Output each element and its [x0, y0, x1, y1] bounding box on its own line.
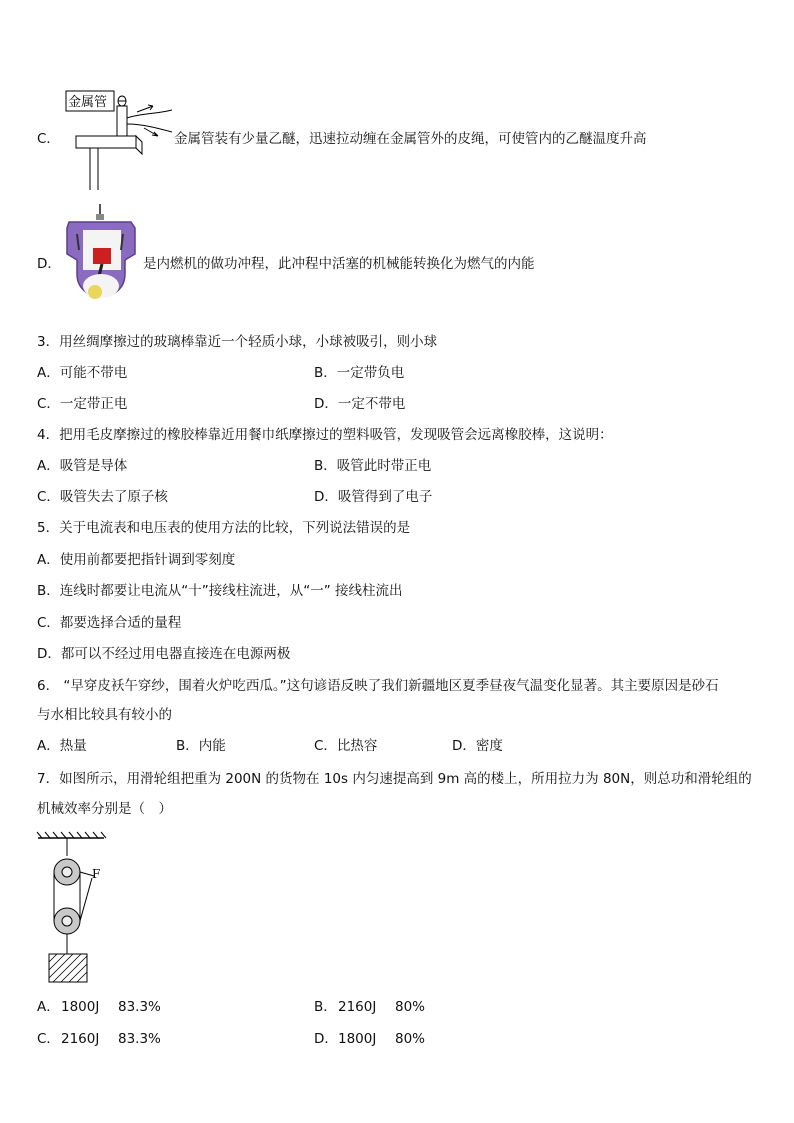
q7-option-c-eff: 83.3% — [118, 1031, 161, 1047]
q7-option-a-work: 1800J — [61, 999, 100, 1015]
q3-option-d: D．一定不带电 — [314, 396, 406, 412]
q7-option-b-letter: B． — [314, 999, 337, 1015]
q7-option-a-letter: A． — [37, 999, 60, 1015]
q3-option-b: B．一定带负电 — [314, 365, 405, 381]
option-d-text: 是内燃机的做功冲程，此冲程中活塞的机械能转换化为燃气的内能 — [143, 256, 535, 272]
option-c-text: 金属管装有少量乙醚，迅速拉动缠在金属管外的皮绳，可使管内的乙醚温度升高 — [174, 131, 647, 147]
q7-stem-line1: 7．如图所示，用滑轮组把重为 200N 的货物在 10s 内匀速提高到 9m 高的楼上，所用拉力为 80N，则总功和滑轮组的 — [37, 771, 752, 787]
q6-option-a: A．热量 — [37, 738, 87, 754]
q5-option-b: B．连线时都要让电流从“十”接线柱流进，从“一” 接线柱流出 — [37, 583, 403, 599]
q7-option-a-eff: 83.3% — [118, 999, 161, 1015]
q5-option-a: A．使用前都要把指针调到零刻度 — [37, 552, 236, 568]
q6-stem-line1: 6． “早穿皮袄午穿纱，围着火炉吃西瓜。”这句谚语反映了我们新疆地区夏季昼夜气温变化显著。其主要原因是砂石 — [37, 678, 719, 694]
q7-option-d-letter: D． — [314, 1031, 338, 1047]
q6-option-c: C．比热容 — [314, 738, 378, 754]
metal-tube-label: 金属管 — [68, 95, 108, 110]
q4-option-d: D．吸管得到了电子 — [314, 489, 433, 505]
engine-cylinder-figure — [65, 204, 143, 312]
option-d-letter: D． — [37, 256, 61, 272]
q4-option-c: C．吸管失去了原子核 — [37, 489, 168, 505]
q3-stem: 3．用丝绸摩擦过的玻璃棒靠近一个轻质小球，小球被吸引，则小球 — [37, 334, 438, 350]
q4-option-a: A．吸管是导体 — [37, 458, 128, 474]
q6-stem-line2: 与水相比较具有较小的 — [37, 707, 172, 723]
q3-option-c: C．一定带正电 — [37, 396, 128, 412]
option-c-letter: C． — [37, 131, 60, 147]
q4-stem: 4．把用毛皮摩擦过的橡胶棒靠近用餐巾纸摩擦过的塑料吸管，发现吸管会远离橡胶棒，这说明： — [37, 427, 613, 443]
q7-option-b-eff: 80% — [395, 999, 426, 1015]
q5-option-c: C．都要选择合适的量程 — [37, 615, 182, 631]
q6-option-b: B．内能 — [176, 738, 226, 754]
q4-option-b: B．吸管此时带正电 — [314, 458, 432, 474]
force-label: F — [92, 867, 101, 881]
q5-stem: 5．关于电流表和电压表的使用方法的比较，下列说法错误的是 — [37, 520, 411, 536]
q7-option-c-letter: C． — [37, 1031, 60, 1047]
q7-option-d-work: 1800J — [338, 1031, 377, 1047]
q6-option-d: D．密度 — [452, 738, 503, 754]
q7-stem-line2: 机械效率分别是（ ） — [37, 801, 172, 817]
q7-option-b-work: 2160J — [338, 999, 377, 1015]
metal-tube-figure — [62, 88, 172, 198]
q7-option-d-eff: 80% — [395, 1031, 426, 1047]
q3-option-a: A．可能不带电 — [37, 365, 128, 381]
q7-option-c-work: 2160J — [61, 1031, 100, 1047]
pulley-system-figure — [36, 832, 126, 987]
q5-option-d: D．都可以不经过用电器直接连在电源两极 — [37, 646, 291, 662]
